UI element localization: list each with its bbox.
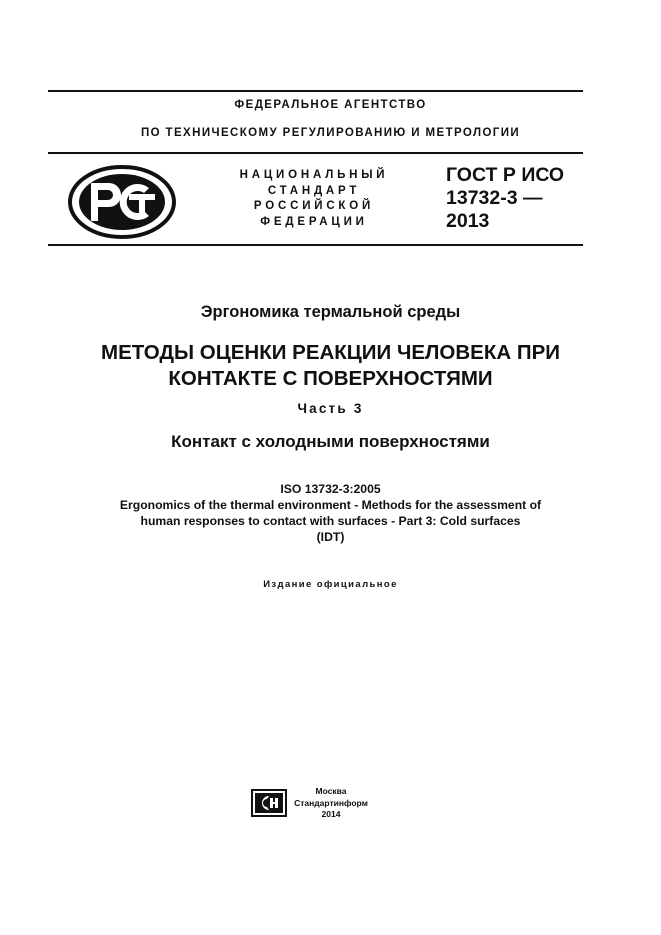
header-rule <box>48 152 583 154</box>
iso-reference <box>0 481 661 545</box>
designation-rule <box>48 244 583 246</box>
iso-degree: (IDT) <box>316 530 345 544</box>
document-subtitle: Эргономика термальной среды <box>200 303 461 321</box>
publisher-year: 2014 <box>321 809 341 819</box>
agency-line-1: ФЕДЕРАЛЬНОЕ АГЕНТСТВО <box>234 99 427 111</box>
edition-label: Издание официальное <box>263 579 398 590</box>
document-title-line-2: КОНТАКТЕ С ПОВЕРХНОСТЯМИ <box>168 367 493 390</box>
part-title: Контакт с холодными поверхностями <box>171 432 490 451</box>
standard-type-line-3: РОССИЙСКОЙ <box>253 200 375 212</box>
document-title <box>0 340 661 392</box>
standard-type <box>218 168 410 230</box>
designation-line-3: 2013 <box>446 210 490 232</box>
standartinform-logo-icon <box>251 789 287 822</box>
iso-number: ISO 13732-3:2005 <box>280 482 381 496</box>
document-title-line-1: МЕТОДЫ ОЦЕНКИ РЕАКЦИИ ЧЕЛОВЕКА ПРИ <box>101 341 560 364</box>
standard-type-line-2: СТАНДАРТ <box>267 184 361 197</box>
standard-type-line-4: ФЕДЕРАЦИИ <box>260 215 368 228</box>
designation-line-2: 13732-3 — <box>446 187 543 209</box>
rst-certification-mark-icon <box>67 164 177 245</box>
publisher-name: Стандартинформ <box>294 797 368 808</box>
standard-designation <box>446 164 596 233</box>
designation-line-1: ГОСТ Р ИСО <box>446 164 565 186</box>
publisher-info <box>293 786 369 821</box>
iso-title-line-1: Ergonomics of the thermal environment - Methods for the assessment of <box>119 498 542 512</box>
part-number: Часть 3 <box>297 401 364 416</box>
iso-title-line-2: human responses to contact with surfaces - Part 3: Cold surfaces <box>140 514 521 528</box>
top-rule <box>48 90 583 92</box>
agency-line-2: ПО ТЕХНИЧЕСКОМУ РЕГУЛИРОВАНИЮ И МЕТРОЛОГИИ <box>140 127 521 139</box>
publisher-city: Москва <box>315 786 347 796</box>
standard-type-line-1: НАЦИОНАЛЬНЫЙ <box>239 169 389 181</box>
